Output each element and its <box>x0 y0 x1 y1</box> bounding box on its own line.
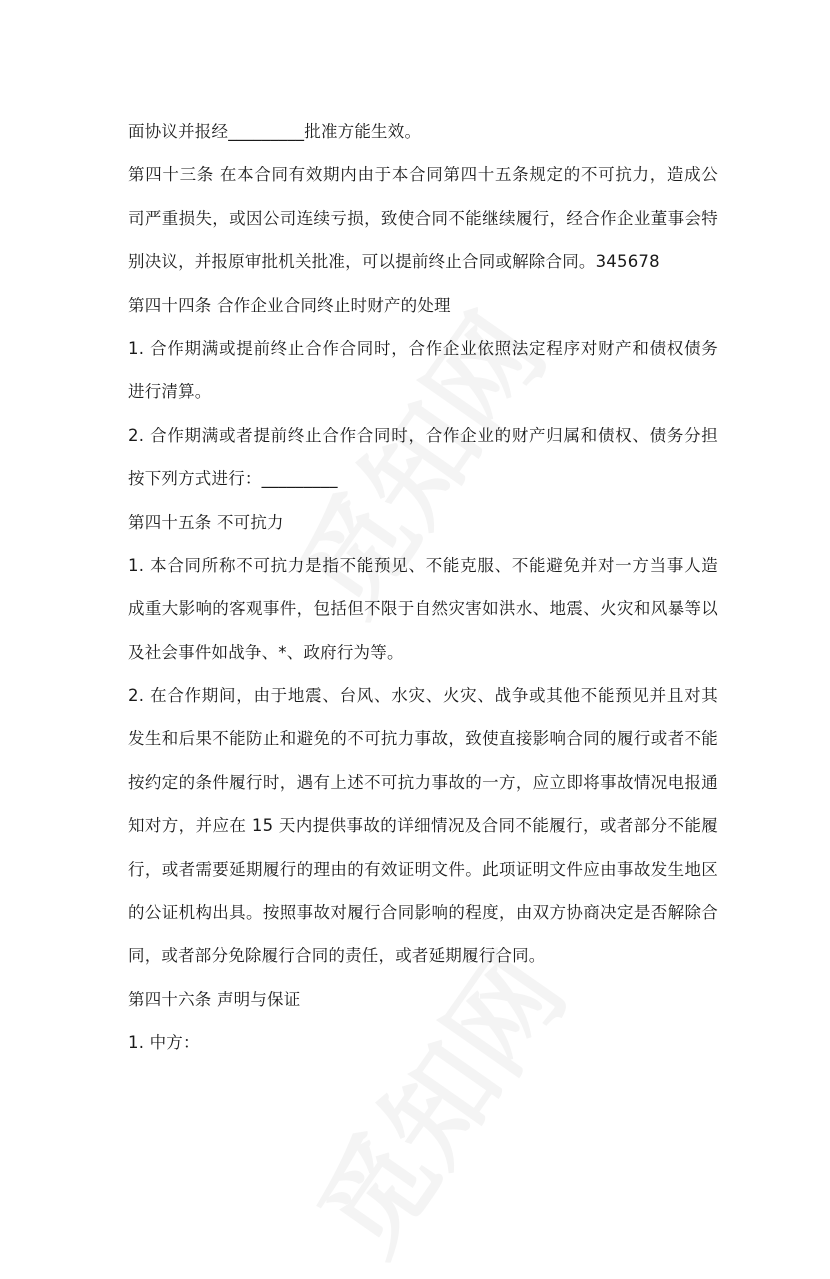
text-line: 的公证机构出具。按照事故对履行合同影响的程度，由双方协商决定是否解除合 <box>128 903 718 923</box>
text-line: 第四十三条 在本合同有效期内由于本合同第四十五条规定的不可抗力，造成公 <box>128 165 718 185</box>
text-line: 按约定的条件履行时，遇有上述不可抗力事故的一方，应立即将事故情况电报通 <box>128 772 718 792</box>
article-heading: 第四十六条 声明与保证 <box>128 989 301 1009</box>
text-line: 2. 合作期满或者提前终止合作合同时，合作企业的财产归属和债权、债务分担 <box>128 425 718 445</box>
text-line: 1. 中方： <box>128 1033 200 1053</box>
text-line: 1. 本合同所称不可抗力是指不能预见、不能克服、不能避免并对一方当事人造 <box>128 555 718 575</box>
article-heading: 第四十五条 不可抗力 <box>128 512 284 532</box>
text-line: 1. 合作期满或提前终止合作合同时，合作企业依照法定程序对财产和债权债务 <box>128 338 718 358</box>
text-line: 别决议，并报原审批机关批准，可以提前终止合同或解除合同。345678 <box>128 252 660 272</box>
text-line: 进行清算。 <box>128 382 212 402</box>
text-line: 及社会事件如战争、*、政府行为等。 <box>128 642 404 662</box>
text-line: 司严重损失，或因公司连续亏损，致使合同不能继续履行，经合作企业董事会特 <box>128 208 718 228</box>
text-line: 按下列方式进行：_________ <box>128 469 338 489</box>
text-line: 成重大影响的客观事件，包括但不限于自然灾害如洪水、地震、火灾和风暴等以 <box>128 599 718 619</box>
text-line: 2. 在合作期间，由于地震、台风、水灾、火灾、战争或其他不能预见并且对其 <box>128 686 718 706</box>
text-line: 行，或者需要延期履行的理由的有效证明文件。此项证明文件应由事故发生地区 <box>128 859 718 879</box>
text-line: 面协议并报经_________批准方能生效。 <box>128 122 422 141</box>
document-body <box>128 110 718 1065</box>
text-line: 同，或者部分免除履行合同的责任，或者延期履行合同。 <box>128 946 546 966</box>
text-line: 发生和后果不能防止和避免的不可抗力事故，致使直接影响合同的履行或者不能 <box>128 729 718 749</box>
text-line: 知对方，并应在 15 天内提供事故的详细情况及合同不能履行，或者部分不能履 <box>128 816 718 836</box>
article-heading: 第四十四条 合作企业合同终止时财产的处理 <box>128 295 451 315</box>
